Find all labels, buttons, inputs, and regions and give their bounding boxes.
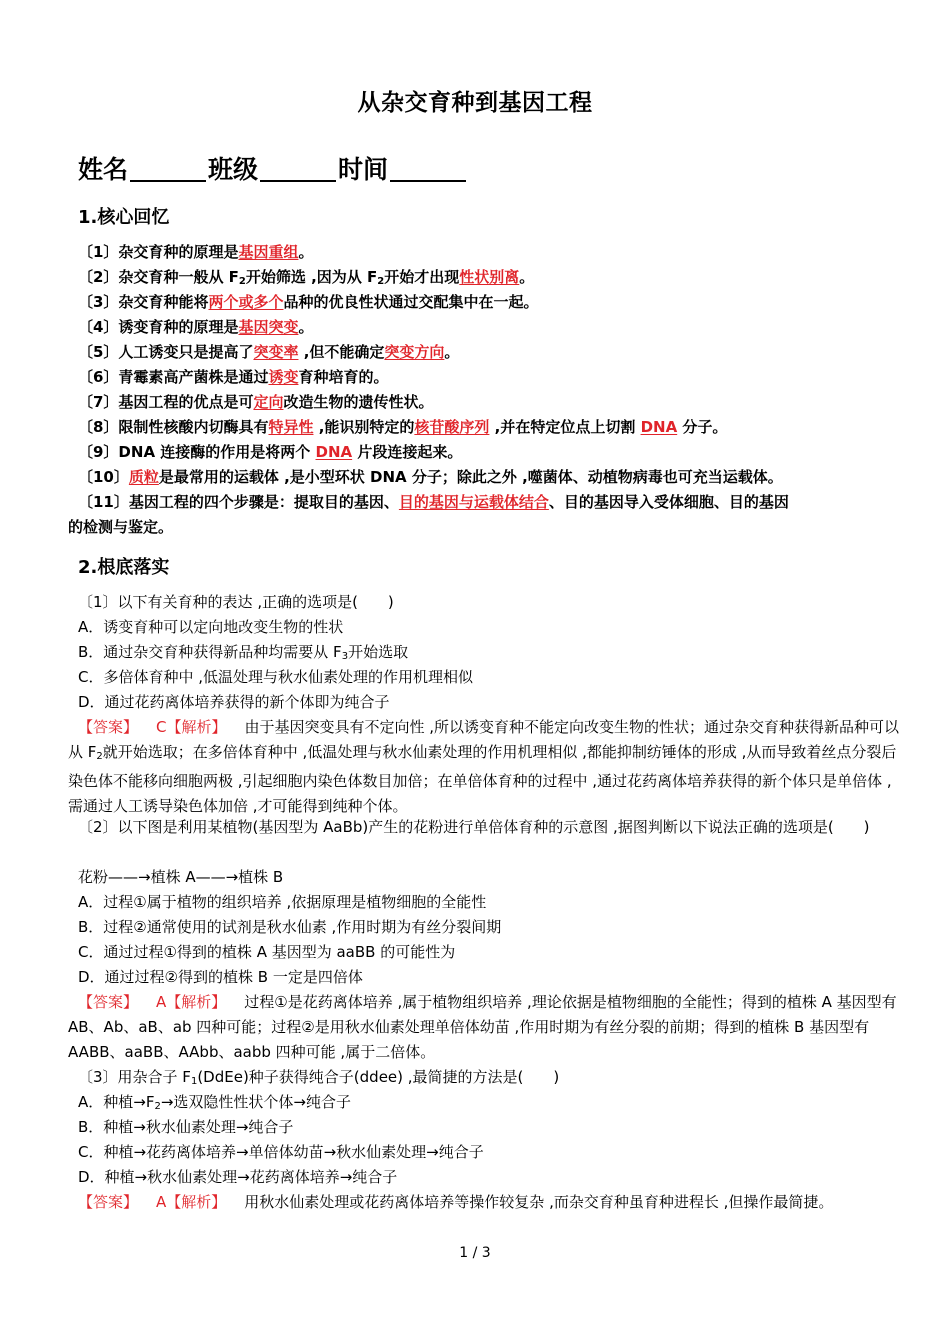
question-3-option-a[interactable]: A．种植$\to F_2\to$选双隐性性状个体→纯合子: [78, 1093, 351, 1112]
answer-value: A: [156, 993, 167, 1011]
question-3-answer-analysis: 【答案】 A【解析】 用秋水仙素处理或花药离体培养等操作较复杂 ,而杂交育种虽育种进程长 ,但操作最简捷。: [78, 1193, 834, 1211]
analysis-label: 【解析】: [166, 993, 227, 1011]
question-1-option-c[interactable]: C．多倍体育种中 ,低温处理与秋水仙素处理的作用机理相似: [78, 668, 474, 686]
review-item-11-continued: 的检测与鉴定。: [68, 518, 174, 536]
class-label: 班级: [208, 155, 259, 184]
answer-blank: 质粒: [128, 468, 159, 486]
question-2-option-c[interactable]: C．通过过程①得到的植株 A 基因型为 aaBB 的可能性为: [78, 943, 456, 961]
review-item-8: 〔8〕限制性核酸内切酶具有特异性 ,能识别特定的核苷酸序列 ,并在特定位点上切割 DNA 分子。: [78, 418, 728, 436]
section-heading-basics: 2.根底落实: [78, 557, 170, 578]
review-item-4: 〔4〕诱变育种的原理是基因突变。: [78, 318, 314, 336]
question-2-option-a[interactable]: A．过程①属于植物的组织培养 ,依据原理是植物细胞的全能性: [78, 893, 487, 911]
answer-blank: 突变率: [253, 343, 299, 361]
question-2-answer-analysis: 【答案】 A【解析】 过程①是花药离体培养 ,属于植物组织培养 ,理论依据是植物细胞的全能性；得到的植株 A 基因型有 AB、Ab、aB、ab 四种可能；过程②是用秋水仙素处理单倍体幼苗 ,作用时期为有丝分裂的前期；得到的植株 B 基因型有 AABB、aaBB、AAbb、aabb 四种可能 ,属于二倍体。: [68, 993, 897, 1061]
answer-blank: 两个或多个: [208, 293, 284, 311]
answer-value: A: [156, 1193, 167, 1211]
answer-blank: 核苷酸序列: [414, 418, 490, 436]
answer-value: C: [156, 718, 167, 736]
question-2-option-d[interactable]: D．通过过程②得到的植株 B 一定是四倍体: [78, 968, 363, 986]
review-item-2: 〔2〕杂交育种一般从 $F_2$开始筛选 ,因为从 $F_2$开始才出现性状别离。: [78, 268, 535, 287]
question-1-stem: 〔1〕以下有关育种的表达 ,正确的选项是( ): [78, 593, 394, 611]
question-2-diagram: 花粉——→植株 A——→植株 B: [78, 868, 284, 886]
answer-blank: 基因突变: [238, 318, 299, 336]
answer-blank: DNA: [640, 418, 678, 436]
question-1-option-b[interactable]: B．通过杂交育种获得新品种均需要从 $F_3$开始选取: [78, 643, 409, 662]
answer-label: 【答案】: [78, 1193, 139, 1211]
question-2-stem: 〔2〕以下图是利用某植物(基因型为 AaBb)产生的花粉进行单倍体育种的示意图 ,据图判断以下说法正确的选项是( ): [78, 818, 870, 836]
name-blank[interactable]: [130, 154, 206, 182]
answer-label: 【答案】: [78, 718, 139, 736]
question-1-answer-analysis: 【答案】 C【解析】 由于基因突变具有不定向性 ,所以诱变育种不能定向改变生物的性状；通过杂交育种获得新品种可以从 $F_2$就开始选取；在多倍体育种中 ,低温处理与秋水仙素处理的作用机理相似 ,都能抑制纺锤体的形成 ,从而导致着丝点分裂后染色体不能移向细胞两极 ,引起细胞内染色体数目加倍；在单倍体育种的过程中 ,通过花药离体培养获得的新个体只是单倍体 ,需通过人工诱导染色体加倍 ,才可能得到纯种个体。: [68, 718, 900, 815]
review-item-3: 〔3〕杂交育种能将两个或多个品种的优良性状通过交配集中在一起。: [78, 293, 539, 311]
review-item-6: 〔6〕青霉素高产菌株是通过诱变育种培育的。: [78, 368, 389, 386]
review-item-7: 〔7〕基因工程的优点是可定向改造生物的遗传性状。: [78, 393, 434, 411]
analysis-label: 【解析】: [166, 1193, 227, 1211]
answer-blank: DNA: [315, 443, 353, 461]
answer-blank: 特异性: [268, 418, 314, 436]
question-3-option-c[interactable]: C．种植→花药离体培养→单倍体幼苗→秋水仙素处理→纯合子: [78, 1143, 484, 1161]
question-1-option-a[interactable]: A．诱变育种可以定向地改变生物的性状: [78, 618, 344, 636]
answer-blank: 目的基因与运载体结合: [398, 493, 549, 511]
name-label: 姓名: [78, 155, 129, 184]
review-item-5: 〔5〕人工诱变只是提高了突变率 ,但不能确定突变方向。: [78, 343, 460, 361]
answer-label: 【答案】: [78, 993, 139, 1011]
section-heading-core-review: 1.核心回忆: [78, 207, 170, 228]
answer-blank: 基因重组: [238, 243, 299, 261]
review-item-1: 〔1〕杂交育种的原理是基因重组。: [78, 243, 314, 261]
question-1-option-d[interactable]: D．通过花药离体培养获得的新个体即为纯合子: [78, 693, 390, 711]
review-item-9: 〔9〕DNA 连接酶的作用是将两个 DNA 片段连接起来。: [78, 443, 463, 461]
answer-blank: 突变方向: [384, 343, 445, 361]
time-blank[interactable]: [390, 154, 466, 182]
question-3-option-d[interactable]: D．种植→秋水仙素处理→花药离体培养→纯合子: [78, 1168, 398, 1186]
review-item-11: 〔11〕基因工程的四个步骤是：提取目的基因、目的基因与运载体结合、目的基因导入受体细胞、目的基因: [78, 493, 789, 511]
student-info-line: [78, 150, 468, 186]
review-item-10: 〔10〕质粒是最常用的运载体 ,是小型环状 DNA 分子；除此之外 ,噬菌体、动植物病毒也可充当运载体。: [78, 468, 783, 486]
page-number: 1 / 3: [459, 1245, 491, 1261]
analysis-label: 【解析】: [166, 718, 227, 736]
answer-blank: 定向: [253, 393, 284, 411]
question-3-stem: 〔3〕用杂合子 $F_1(DdEe)$种子获得纯合子(ddee) ,最简捷的方法是( ): [78, 1068, 560, 1087]
page-title: 从杂交育种到基因工程: [357, 90, 593, 116]
answer-blank: 诱变: [268, 368, 299, 386]
time-label: 时间: [338, 155, 389, 184]
question-2-option-b[interactable]: B．过程②通常使用的试剂是秋水仙素 ,作用时期为有丝分裂间期: [78, 918, 502, 936]
class-blank[interactable]: [260, 154, 336, 182]
question-3-option-b[interactable]: B．种植→秋水仙素处理→纯合子: [78, 1118, 294, 1136]
answer-blank: 性状别离: [459, 268, 520, 286]
